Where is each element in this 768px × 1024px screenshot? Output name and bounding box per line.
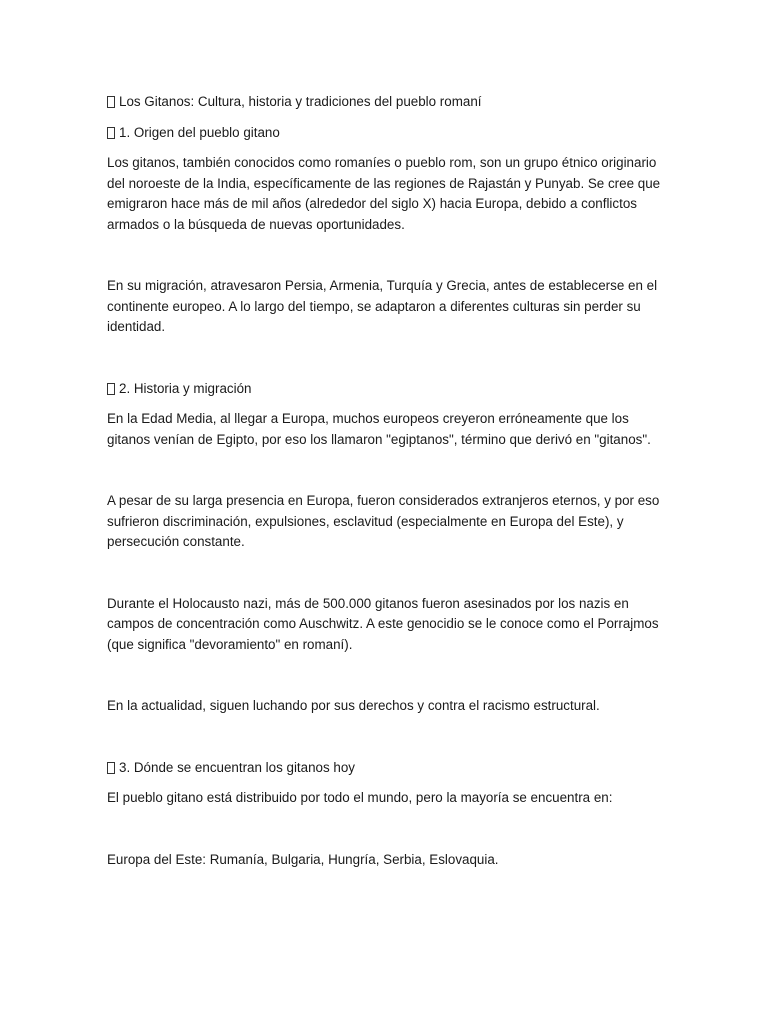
- paragraph: Europa del Este: Rumanía, Bulgaria, Hungría, Serbia, Eslovaquia.: [107, 851, 499, 867]
- paragraph: En la Edad Media, al llegar a Europa, muchos europeos creyeron erróneamente que los gitanos venían de Egipto, por eso los llamaron "egiptanos", término que derivó en "gitanos".: [107, 411, 651, 447]
- paragraph: Durante el Holocausto nazi, más de 500.000 gitanos fueron asesinados por los nazis en campos de concentración como Auschwitz. A este genocidio se le conoce como el Porrajmos (que significa "devoramiento" en romaní).: [107, 595, 659, 652]
- paragraph: En la actualidad, siguen luchando por sus derechos y contra el racismo estructural.: [107, 698, 600, 713]
- paragraph: A pesar de su larga presencia en Europa, fueron considerados extranjeros eternos, y por eso sufrieron discriminación, expulsiones, esclavitud (especialmente en Europa del Este), y persecución constante.: [107, 493, 660, 549]
- document-title: [107, 92, 667, 113]
- section-heading-historia: [107, 379, 667, 400]
- emoji-placeholder-icon: [107, 127, 115, 139]
- emoji-placeholder-icon: [107, 383, 115, 395]
- paragraph: Los gitanos, también conocidos como romaníes o pueblo rom, son un grupo étnico originario del noroeste de la India, específicamente de las regiones de Rajastán y Punyab. Se cree que emigraron hace más de mil años (alrededor del siglo X) hacia Europa, debido a conflictos armados o la búsqueda de nuevas oportunidades.: [107, 155, 661, 232]
- paragraph: El pueblo gitano está distribuido por todo el mundo, pero la mayoría se encuentra en:: [107, 790, 613, 805]
- section-heading-origen: [107, 123, 667, 144]
- emoji-placeholder-icon: [107, 96, 115, 108]
- section-heading-text: 3. Dónde se encuentran los gitanos hoy: [119, 759, 355, 775]
- section-heading-donde: [107, 758, 667, 779]
- emoji-placeholder-icon: [107, 762, 115, 774]
- document-title-text: Los Gitanos: Cultura, historia y tradiciones del pueblo romaní: [119, 94, 482, 109]
- section-heading-text: 2. Historia y migración: [119, 380, 252, 396]
- section-heading-text: 1. Origen del pueblo gitano: [119, 124, 280, 140]
- paragraph: En su migración, atravesaron Persia, Armenia, Turquía y Grecia, antes de establecerse en el continente europeo. A lo largo del tiempo, se adaptaron a diferentes culturas sin perder su identidad.: [107, 278, 658, 334]
- document-page: [107, 92, 667, 870]
